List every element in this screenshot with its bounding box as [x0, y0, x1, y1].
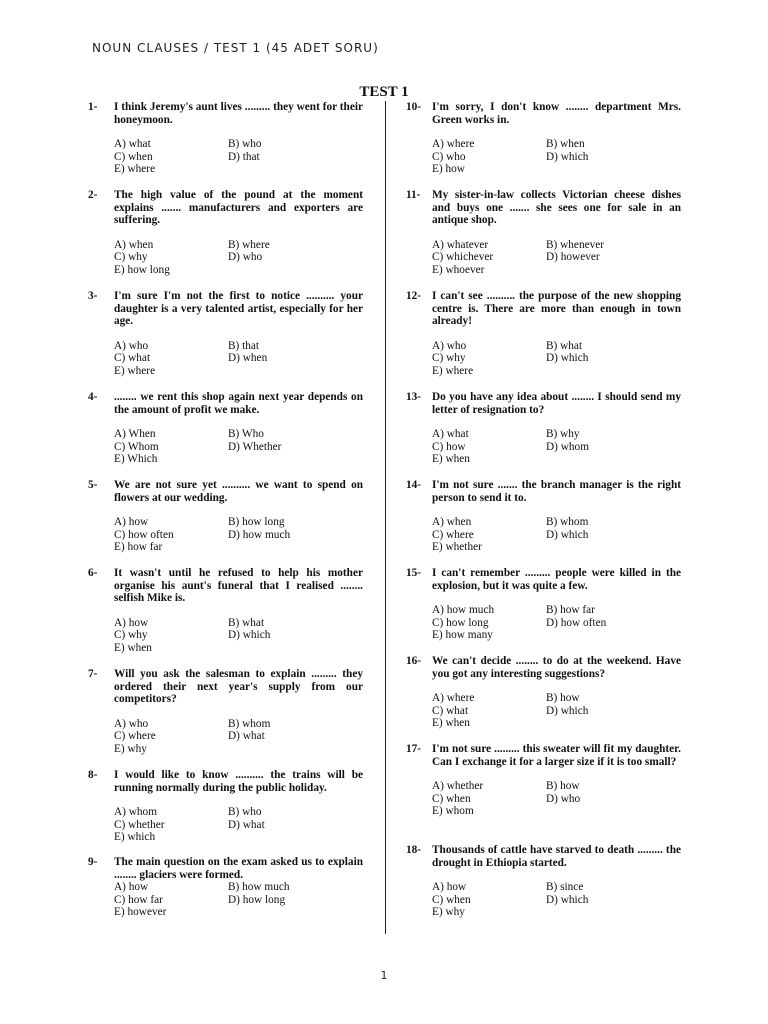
option-e: E) whom: [432, 805, 474, 818]
question-stem: The main question on the exam asked us to explain ........ glaciers were formed.: [114, 856, 363, 881]
question-1: [88, 101, 363, 176]
option-a: A) When: [114, 428, 156, 441]
option-e: E) how far: [114, 541, 163, 554]
question-stem: I would like to know .......... the trains will be running normally during the public holiday.: [114, 769, 363, 794]
question-stem: I'm not sure ......... this sweater will fit my daughter. Can I exchange it for a larger size if it is too small?: [432, 743, 681, 768]
question-stem: Will you ask the salesman to explain ......... they ordered their next year's supply from our competitors?: [114, 668, 363, 706]
question-stem: I can't see .......... the purpose of the new shopping centre is. There are more than enough in town already!: [432, 290, 681, 328]
option-a: A) how: [432, 881, 467, 894]
question-11: [406, 189, 681, 277]
question-stem: I think Jeremy's aunt lives ......... they went for their honeymoon.: [114, 101, 363, 126]
document-header: NOUN CLAUSES / TEST 1 (45 ADET SORU): [92, 41, 379, 55]
option-a: A) how: [114, 881, 149, 894]
option-e: E) whether: [432, 541, 482, 554]
question-14: [406, 479, 681, 554]
option-b: B) how: [546, 780, 580, 793]
option-e: E) however: [114, 906, 167, 919]
question-stem: ........ we rent this shop again next year depends on the amount of profit we make.: [114, 391, 363, 416]
question-number: 16-: [406, 655, 422, 667]
option-d: D) what: [228, 818, 265, 831]
option-b: B) where: [228, 238, 270, 251]
option-b: B) whenever: [546, 238, 605, 251]
question-number: 4-: [88, 391, 98, 403]
option-c: C) when: [114, 150, 153, 163]
option-a: A) who: [432, 339, 467, 352]
question-stem: It wasn't until he refused to help his mother organise his aunt's funeral that I realised ........ selfish Mike is.: [114, 567, 363, 605]
option-d: D) what: [228, 730, 265, 743]
option-d: D) which: [546, 352, 589, 365]
options: [432, 881, 681, 919]
question-number: 2-: [88, 189, 98, 201]
option-c: C) why: [114, 251, 148, 264]
question-stem: Thousands of cattle have starved to death ......... the drought in Ethiopia started.: [432, 844, 681, 869]
option-a: A) where: [432, 138, 475, 151]
option-e: E) when: [432, 453, 470, 466]
question-5: [88, 479, 363, 554]
options: [432, 604, 681, 642]
question-10: [406, 101, 681, 176]
option-b: B) who: [228, 138, 262, 151]
options: [114, 239, 363, 277]
option-c: C) whether: [114, 818, 165, 831]
options: [432, 780, 681, 818]
column-divider: [385, 101, 386, 934]
question-18: [406, 844, 681, 919]
option-d: D) that: [228, 150, 260, 163]
question-12: [406, 290, 681, 378]
option-a: A) when: [432, 516, 472, 529]
option-b: B) when: [546, 138, 585, 151]
option-d: D) who: [228, 251, 263, 264]
option-e: E) how many: [432, 629, 493, 642]
option-b: B) that: [228, 339, 260, 352]
option-c: C) why: [432, 352, 466, 365]
option-a: A) whom: [114, 806, 157, 819]
option-b: B) Who: [228, 428, 264, 441]
options: [432, 516, 681, 554]
question-number: 12-: [406, 290, 422, 302]
option-a: A) where: [432, 692, 475, 705]
option-d: D) how often: [546, 616, 607, 629]
option-a: A) what: [114, 138, 151, 151]
question-3: [88, 290, 363, 378]
options: [114, 428, 363, 466]
question-number: 10-: [406, 101, 422, 113]
option-a: A) how: [114, 516, 149, 529]
question-16: [406, 655, 681, 730]
question-stem: I'm sure I'm not the first to notice .......... your daughter is a very talented artist, especially for her age.: [114, 290, 363, 328]
question-stem: The high value of the pound at the moment explains ....... manufacturers and exporters are suffering.: [114, 189, 363, 227]
option-d: D) which: [546, 893, 589, 906]
option-d: D) which: [546, 150, 589, 163]
question-number: 1-: [88, 101, 98, 113]
question-stem: We can't decide ........ to do at the weekend. Have you got any interesting suggestions?: [432, 655, 681, 680]
question-number: 11-: [406, 189, 421, 201]
options: [114, 340, 363, 378]
option-b: B) how: [546, 692, 580, 705]
option-d: D) which: [546, 528, 589, 541]
question-number: 18-: [406, 844, 422, 856]
option-b: B) how far: [546, 604, 595, 617]
option-a: A) whether: [432, 780, 484, 793]
option-d: D) however: [546, 251, 600, 264]
question-number: 13-: [406, 391, 422, 403]
question-9: [88, 856, 363, 919]
option-e: E) when: [114, 641, 152, 654]
option-c: C) where: [114, 730, 156, 743]
option-d: D) who: [546, 792, 581, 805]
question-number: 15-: [406, 567, 422, 579]
options: [432, 239, 681, 277]
option-b: B) since: [546, 881, 584, 894]
option-a: A) when: [114, 238, 154, 251]
option-c: C) Whom: [114, 440, 159, 453]
option-c: C) how long: [432, 616, 489, 629]
question-number: 17-: [406, 743, 422, 755]
option-b: B) who: [228, 806, 262, 819]
test-title: TEST 1: [359, 84, 409, 100]
option-c: C) how: [432, 440, 466, 453]
option-e: E) Which: [114, 453, 158, 466]
option-e: E) why: [432, 906, 465, 919]
option-d: D) how long: [228, 893, 286, 906]
options: [432, 428, 681, 466]
option-c: C) why: [114, 629, 148, 642]
option-c: C) how often: [114, 528, 174, 541]
question-number: 9-: [88, 856, 98, 868]
option-e: E) how long: [114, 263, 170, 276]
question-13: [406, 391, 681, 466]
options: [432, 692, 681, 730]
options: [114, 718, 363, 756]
option-e: E) where: [114, 364, 156, 377]
option-e: E) where: [114, 163, 156, 176]
option-c: C) what: [432, 704, 469, 717]
option-a: A) what: [432, 428, 469, 441]
option-a: A) who: [114, 717, 149, 730]
question-2: [88, 189, 363, 277]
question-number: 3-: [88, 290, 98, 302]
option-b: B) why: [546, 428, 580, 441]
question-stem: Do you have any idea about ........ I should send my letter of resignation to?: [432, 391, 681, 416]
question-stem: I'm sorry, I don't know ........ department Mrs. Green works in.: [432, 101, 681, 126]
options: [432, 340, 681, 378]
options: [114, 617, 363, 655]
question-number: 7-: [88, 668, 98, 680]
option-b: B) how long: [228, 516, 285, 529]
question-number: 8-: [88, 769, 98, 781]
option-b: B) what: [228, 616, 265, 629]
option-d: D) Whether: [228, 440, 282, 453]
question-stem: I'm not sure ....... the branch manager is the right person to send it to.: [432, 479, 681, 504]
question-stem: I can't remember ......... people were killed in the explosion, but it was quite a few.: [432, 567, 681, 592]
option-d: D) which: [228, 629, 271, 642]
options: [114, 516, 363, 554]
question-stem: We are not sure yet .......... we want to spend on flowers at our wedding.: [114, 479, 363, 504]
option-e: E) whoever: [432, 263, 485, 276]
question-number: 6-: [88, 567, 98, 579]
option-e: E) which: [114, 831, 156, 844]
question-15: [406, 567, 681, 642]
option-c: C) who: [432, 150, 466, 163]
option-e: E) how: [432, 163, 465, 176]
option-a: A) how: [114, 616, 149, 629]
option-a: A) how much: [432, 604, 495, 617]
question-7: [88, 668, 363, 756]
option-c: C) when: [432, 893, 471, 906]
option-a: A) who: [114, 339, 149, 352]
question-number: 5-: [88, 479, 98, 491]
options: [114, 138, 363, 176]
option-c: C) where: [432, 528, 474, 541]
option-c: C) when: [432, 792, 471, 805]
question-17: [406, 743, 681, 818]
option-e: E) where: [432, 364, 474, 377]
option-c: C) whichever: [432, 251, 494, 264]
option-e: E) when: [432, 717, 470, 730]
question-number: 14-: [406, 479, 422, 491]
page-number: 1: [380, 969, 388, 982]
option-b: B) what: [546, 339, 583, 352]
option-c: C) what: [114, 352, 151, 365]
question-4: [88, 391, 363, 466]
option-e: E) why: [114, 742, 147, 755]
option-c: C) how far: [114, 893, 163, 906]
option-d: D) how much: [228, 528, 291, 541]
option-d: D) whom: [546, 440, 589, 453]
options: [114, 881, 363, 919]
option-b: B) how much: [228, 881, 290, 894]
option-d: D) when: [228, 352, 268, 365]
question-8: [88, 769, 363, 844]
question-6: [88, 567, 363, 655]
options: [114, 806, 363, 844]
option-b: B) whom: [228, 717, 271, 730]
option-a: A) whatever: [432, 238, 489, 251]
option-d: D) which: [546, 704, 589, 717]
question-stem: My sister-in-law collects Victorian cheese dishes and buys one ....... she sees one for sale in an antique shop.: [432, 189, 681, 227]
option-b: B) whom: [546, 516, 589, 529]
options: [432, 138, 681, 176]
